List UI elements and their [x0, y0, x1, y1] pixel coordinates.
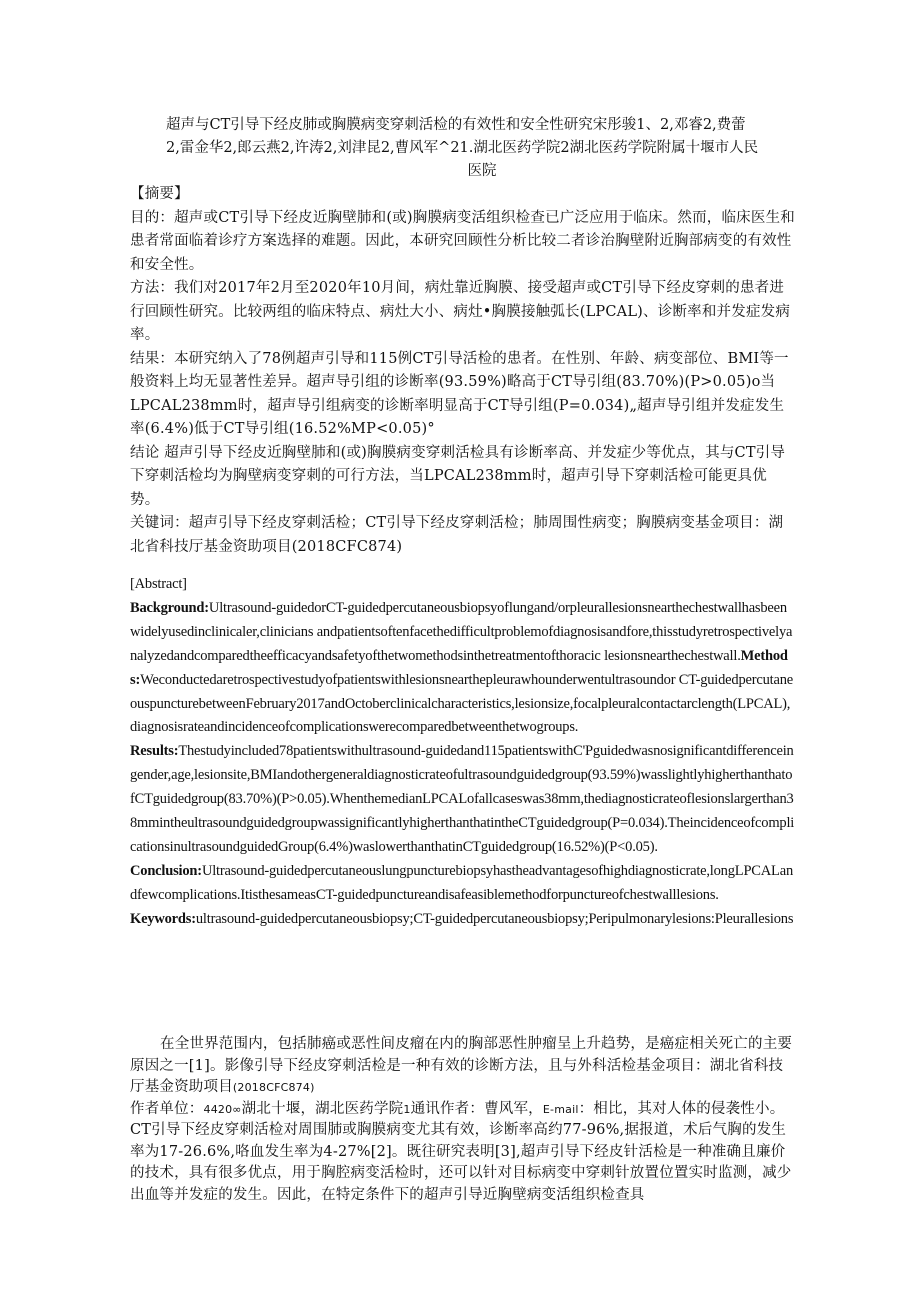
- abstract-en-background-and-methods: [130, 597, 796, 740]
- postal-code: 4420∞: [203, 1102, 242, 1116]
- email-label: E-mail: [542, 1102, 579, 1116]
- intro-paragraph-2: [130, 1099, 796, 1207]
- intro-p1-text: 在全世界范围内，包括肺癌或恶性间皮瘤在内的胸部恶性肿瘤呈上升趋势，是癌症相关死亡的主要原因之一[1]。影像引导下经皮穿刺活检是一种有效的诊断方法，且与外科活检基金项目：湖北省科技厅基金资助项目: [130, 1036, 793, 1095]
- introduction: [130, 1034, 796, 1206]
- background-label: Background:: [130, 599, 209, 616]
- conclusion-text: Ultrasound-guidedpercutaneouslungpuncturebiopsyhastheadvantagesofhighdiagnosticrate,longLPCALandfewcomplications.ItisthesameasCT-guidedpunctureandisafeasiblemethodforpunctureofchestwalllesions.: [130, 862, 793, 903]
- keywords-text: ultrasound-guidedpercutaneousbiopsy;CT-guidedpercutaneousbiopsy;Peripulmonarylesions:Pleurallesions: [195, 910, 794, 927]
- title-line-1: 超声与CT引导下经皮肺或胸膜病变穿刺活检的有效性和安全性研究宋彤骏1、2,邓睿2,费蕾: [166, 117, 746, 133]
- affiliation-marker: 1: [403, 1102, 411, 1116]
- title-line-2: 2,雷金华2,郎云燕2,许涛2,刘津昆2,曹风军^21.湖北医药学院2湖北医药学院附属十堰市人民: [166, 140, 759, 156]
- intro-p2-text: ：相比，其对人体的侵袭性小。CT引导下经皮穿刺活检对周围肺或胸膜病变尤其有效，诊断率高约77-96%,据报道，术后气胸的发生率为17-26.6%,咯血发生率为4-27%[2]。既往研究表明[3],超声引导下经皮针活检是一种准确且廉价的技术，具有很多优点，用于胸腔病变活检时，还可以针对目标病变中穿刺针放置位置实时监测，减少出血等并发症的发生。因此，在特定条件下的超声引导近胸壁病变活组织检查具: [130, 1100, 792, 1203]
- abstract-en-heading: [Abstract]: [130, 576, 187, 592]
- abstract-en-results: [130, 740, 796, 860]
- abstract-zh-keywords: 关键词：超声引导下经皮穿刺活检；CT引导下经皮穿刺活检；肺周围性病变；胸膜病变基金项目：湖北省科技厅基金资助项目(2018CFC874): [130, 515, 784, 555]
- abstract-zh: [130, 183, 796, 559]
- abstract-zh-results: 结果：本研究纳入了78例超声引导和115例CT引导活检的患者。在性别、年龄、病变部位、BMI等一般资料上均无显著性差异。超声导引组的诊断率(93.59%)略高于CT导引组(83.70%)(P>0.05)o当LPCAL238mm时，超声导引组病变的诊断率明显高于CT导引组(P=0.034)„超声导引组并发症发生率(6.4%)低于CT导引组(16.52%MP<0.05)°: [130, 350, 789, 437]
- affiliation-text: 湖北十堰，湖北医药学院: [241, 1100, 404, 1117]
- abstract-zh-objective: 目的：超声或CT引导下经皮近胸壁肺和(或)胸膜病变活组织检查已广泛应用于临床。然而，临床医生和患者常面临着诊疗方案选择的难题。因此，本研究回顾性分析比较二者诊治胸壁附近胸部病变的有效性和安全性。: [130, 209, 795, 273]
- intro-p1-grant: (2018CFC874): [232, 1081, 315, 1094]
- abstract-en-keywords: [130, 908, 796, 932]
- conclusion-label: Conclusion:: [130, 862, 202, 879]
- background-text: Ultrasound-guidedorCT-guidedpercutaneousbiopsyoflungand/orpleurallesionsnearthechestwallhasbeenwidelyusedinclinicaler,clinicians andpatientsoftenfacethedifficultproblemofdiagnosisandfore,thisstudyretrospectivelyanalyzedandcomparedtheefficacyandsafetyofthetwomethodsinthetreatmentofthoracic lesionsnearthechestwall.: [130, 599, 793, 664]
- article-title-and-authors: [166, 114, 798, 183]
- abstract-zh-conclusion: 结论 超声引导下经皮近胸壁肺和(或)胸膜病变穿刺活检具有诊断率高、并发症少等优点，其与CT引导下穿刺活检均为胸壁病变穿刺的可行方法，当LPCAL238mm时，超声引导下穿刺活检可能更具优势。: [130, 444, 786, 508]
- abstract-zh-heading: 【摘要】: [130, 186, 189, 202]
- results-label: Results:: [130, 743, 179, 760]
- intro-paragraph-1: [130, 1034, 796, 1099]
- keywords-label: Keywords:: [130, 910, 196, 927]
- affiliation-label: 作者单位：: [130, 1100, 204, 1117]
- title-line-3: 医院: [467, 163, 497, 179]
- methods-text: Weconductedaretrospectivestudyofpatientswithlesionsnearthepleurawhounderwentultrasoundor CT-guidedpercutaneouspuncturebetweenFebruary2017andOctoberclinicalcharacteristics,lesionsize,focalpleuralcontactarclength(LPCAL),diagnosisrateandincidenceofcomplicationswerecomparedbetweenthetwogroups.: [130, 671, 794, 736]
- abstract-zh-methods: 方法：我们对2017年2月至2020年10月间，病灶靠近胸膜、接受超声或CT引导下经皮穿刺的患者进行回顾性研究。比较两组的临床特点、病灶大小、病灶•胸膜接触弧长(LPCAL)、诊断率和并发症发病率。: [130, 280, 791, 343]
- methods-label: Methods:: [130, 647, 788, 688]
- results-text: Thestudyincluded78patientswithultrasound-guidedand115patientswithC'Pguidedwasnosignificantdifferenceingender,age,lesionsite,BMIandothergeneraldiagnosticrateofultrasoundguidedgroup(93.59%)wasslightlyhigherthanthatofCTguidedgroup(83.70%)(P>0.05).WhenthemedianLPCALofallcaseswas38mm,thediagnosticrateoflesionslargerthan38mmintheultrasoundguidedgroupwassignificantlyhigherthanthatintheCTguidedgroup(P=0.034).TheincidenceofcomplicationsinultrasoundguidedGroup(6.4%)waslowerthanthatinCTguidedgroup(16.52%)(P<0.05).: [130, 743, 795, 855]
- abstract-en-conclusion: [130, 860, 796, 908]
- corresponding-author: 通讯作者：曹风军，: [410, 1100, 543, 1117]
- abstract-en: [130, 573, 796, 932]
